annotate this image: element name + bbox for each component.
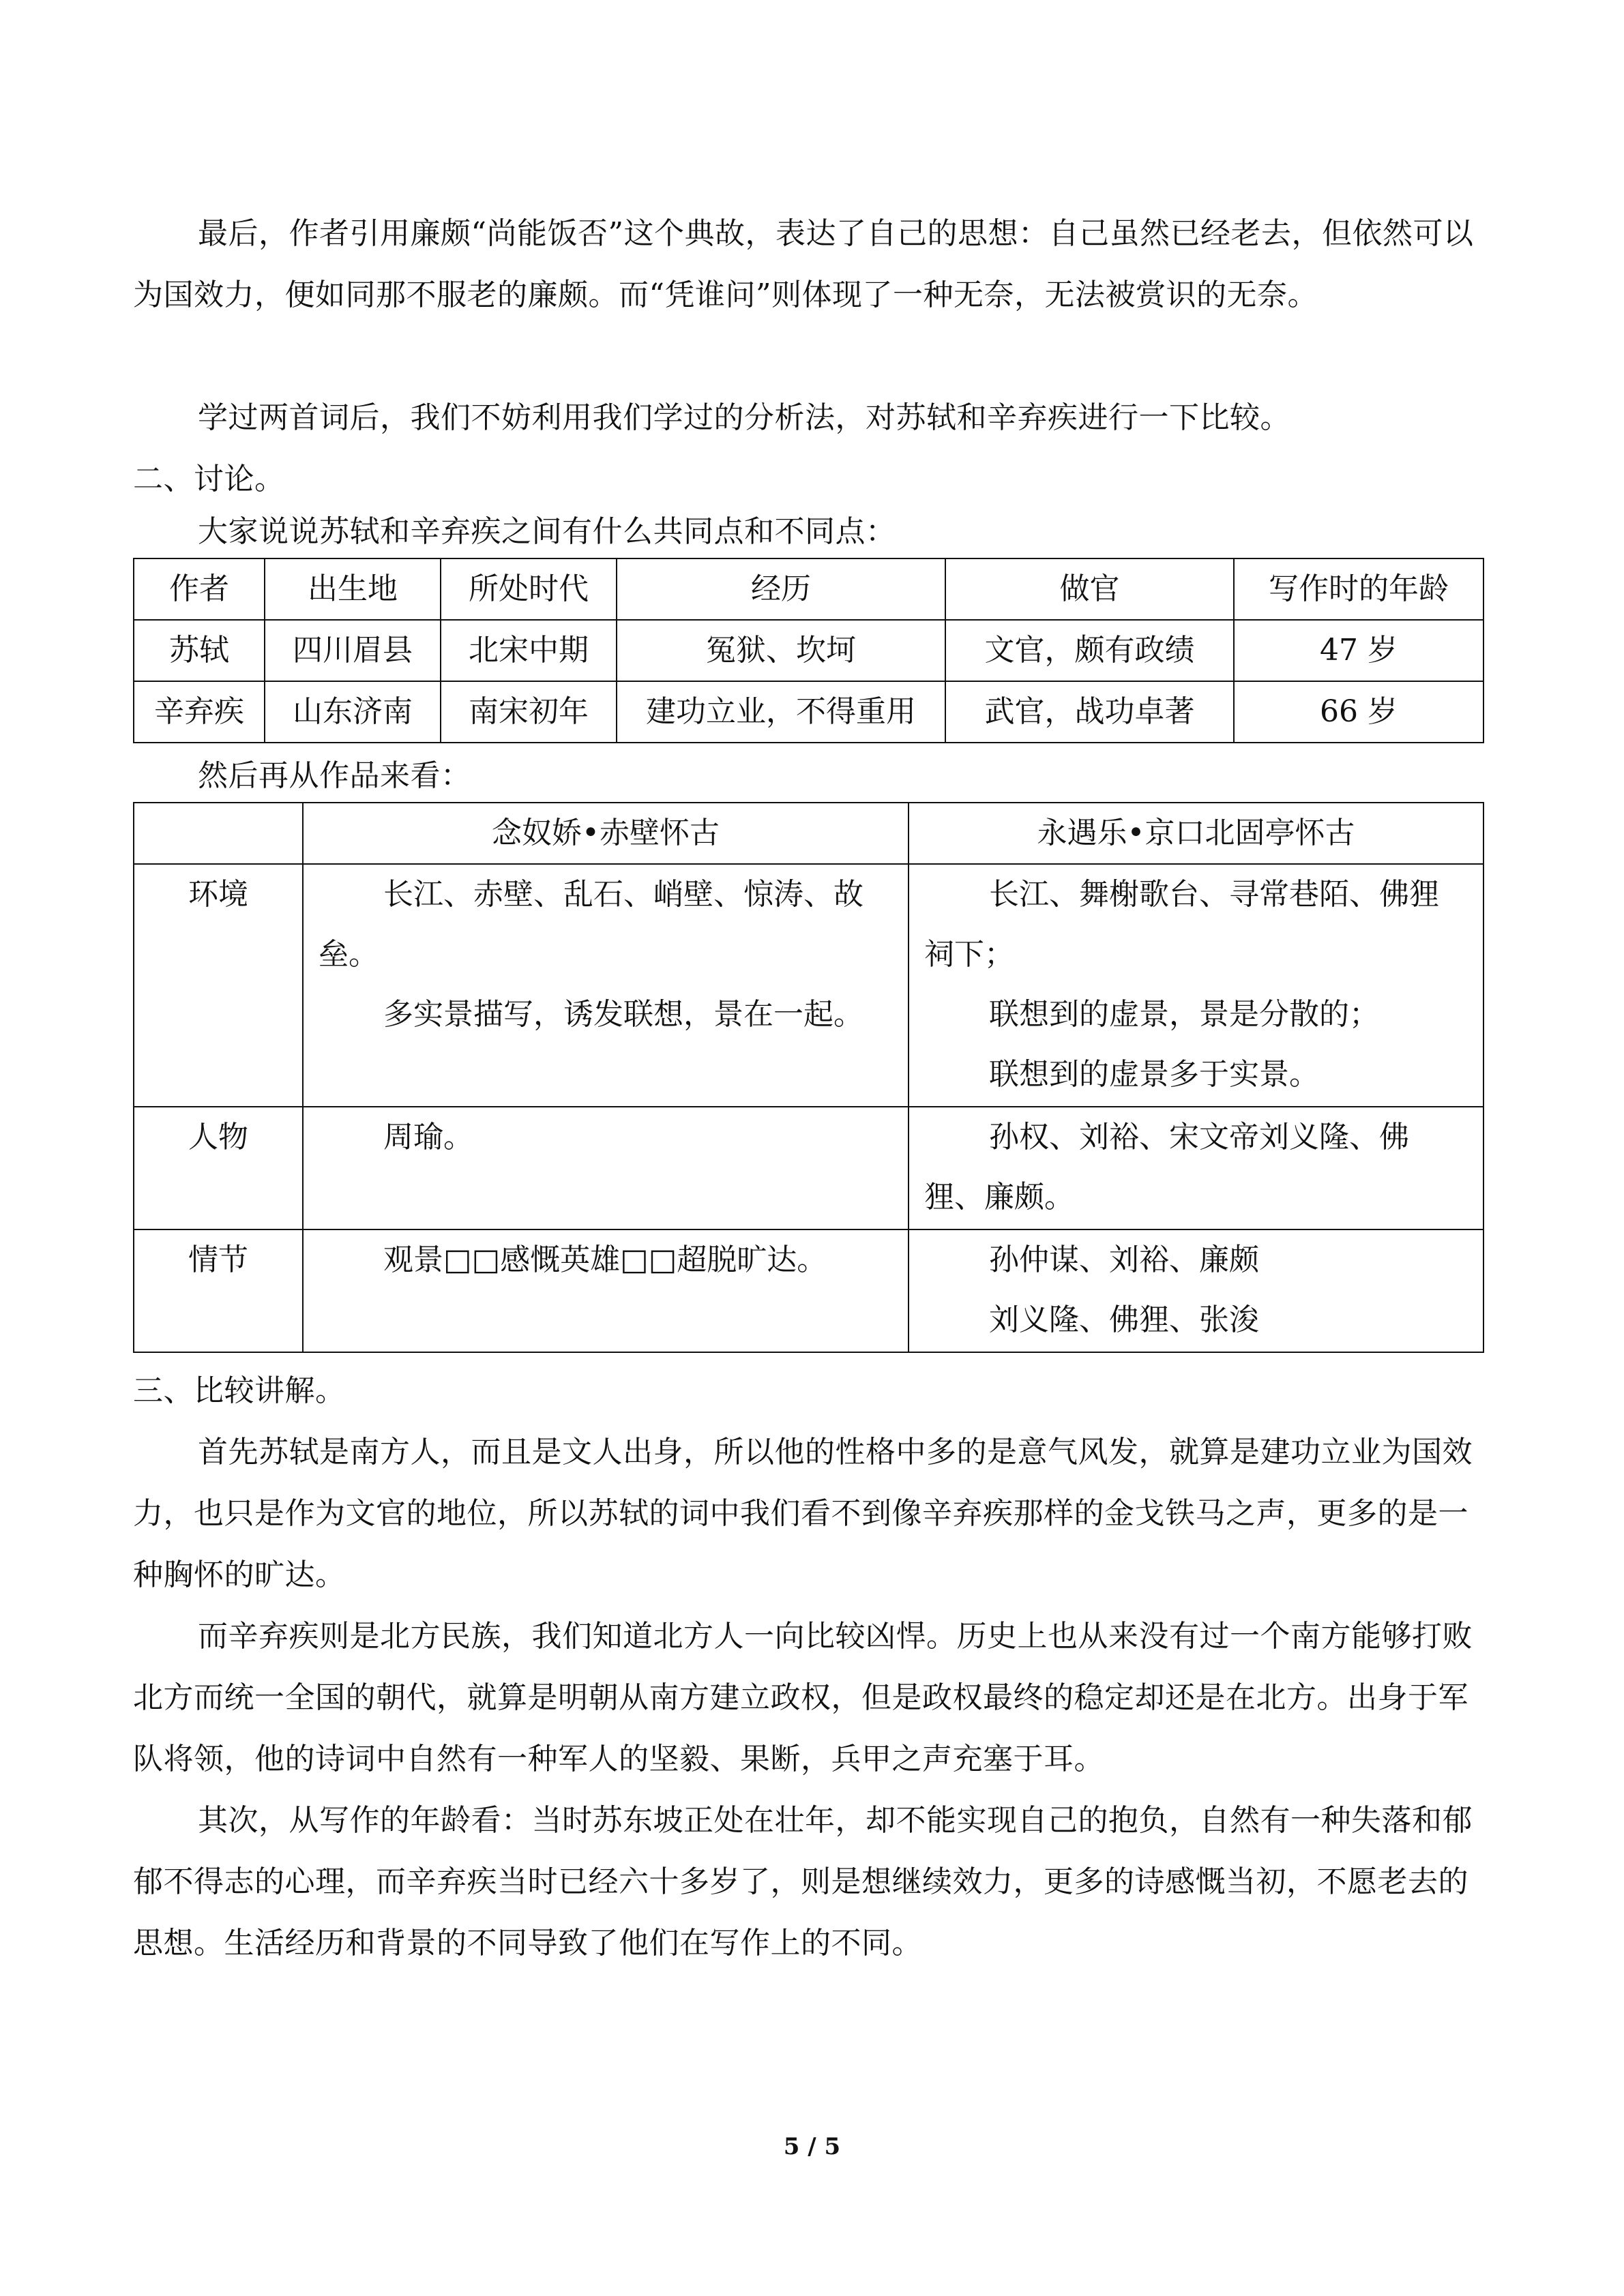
table-cell <box>303 1229 909 1352</box>
table-cell <box>303 1107 909 1229</box>
section-heading-discussion: 二、讨论。 <box>133 462 285 496</box>
table-cell <box>909 1229 1483 1352</box>
table-cell: 47 岁 <box>1234 620 1483 681</box>
paragraph-xin-qiji: 而辛弃疾则是北方民族，我们知道北方人一向比较凶悍。历史上也从来没有过一个南方能够打败北方而统一全国的朝代，就算是明朝从南方建立政权，但是政权最终的稳定却还是在北方。出身于军队将领，他的诗词中自然有一种军人的坚毅、果断，兵甲之声充塞于耳。 <box>133 1619 1473 1776</box>
header-cell <box>134 803 303 864</box>
table-row <box>134 681 1483 743</box>
row-label: 情节 <box>134 1229 303 1352</box>
table-row <box>134 1107 1483 1229</box>
table-cell: 北宋中期 <box>441 620 617 681</box>
section-heading-comparison: 三、比较讲解。 <box>133 1373 346 1408</box>
table-cell: 辛弃疾 <box>134 681 265 743</box>
works-comparison-table <box>133 802 1484 1353</box>
cell-line: 长江、舞榭歌台、寻常巷陌、佛狸祠下； <box>924 877 1439 972</box>
paragraph-compare-intro: 学过两首词后，我们不妨利用我们学过的分析法，对苏轼和辛弃疾进行一下比较。 <box>198 400 1290 435</box>
table-cell <box>909 864 1483 1107</box>
paragraph-su-shi: 首先苏轼是南方人，而且是文人出身，所以他的性格中多的是意气风发，就算是建功立业为国效力，也只是作为文官的地位，所以苏轼的词中我们看不到像辛弃疾那样的金戈铁马之声，更多的是一种胸怀的旷达。 <box>133 1435 1473 1592</box>
row-label: 环境 <box>134 864 303 1107</box>
table-cell: 四川眉县 <box>265 620 441 681</box>
paragraph-works-intro: 然后再从作品来看： <box>198 758 471 793</box>
cell-line: 孙仲谋、刘裕、廉颇 <box>989 1242 1259 1277</box>
cell-line: 观景□□感慨英雄□□超脱旷达。 <box>383 1242 827 1277</box>
header-cell: 经历 <box>617 558 945 620</box>
paragraph-lianpo: 最后，作者引用廉颇“尚能饭否”这个典故，表达了自己的思想：自己虽然已经老去，但依然可以为国效力，便如同那不服老的廉颇。而“凭谁问”则体现了一种无奈，无法被赏识的无奈。 <box>133 216 1474 312</box>
table-cell <box>909 1107 1483 1229</box>
table-header-row <box>134 558 1483 620</box>
table-cell: 南宋初年 <box>441 681 617 743</box>
table-row <box>134 1229 1483 1352</box>
header-cell: 永遇乐•京口北固亭怀古 <box>909 803 1483 864</box>
cell-line: 孙权、刘裕、宋文帝刘义隆、佛狸、廉颇。 <box>924 1120 1409 1214</box>
table-header-row <box>134 803 1483 864</box>
cell-line: 长江、赤壁、乱石、峭壁、惊涛、故垒。 <box>319 877 863 972</box>
row-label: 人物 <box>134 1107 303 1229</box>
header-cell: 念奴娇•赤壁怀古 <box>303 803 909 864</box>
table-cell: 冤狱、坎坷 <box>617 620 945 681</box>
page-number: 5 / 5 <box>783 2133 841 2160</box>
header-cell: 做官 <box>945 558 1234 620</box>
header-cell: 作者 <box>134 558 265 620</box>
table-row <box>134 864 1483 1107</box>
table-cell: 山东济南 <box>265 681 441 743</box>
paragraph-age-comparison: 其次，从写作的年龄看：当时苏东坡正处在壮年，却不能实现自己的抱负，自然有一种失落和郁郁不得志的心理，而辛弃疾当时已经六十多岁了，则是想继续效力，更多的诗感慨当初，不愿老去的思想。生活经历和背景的不同导致了他们在写作上的不同。 <box>133 1803 1473 1960</box>
table-cell: 苏轼 <box>134 620 265 681</box>
table-cell: 文官，颇有政绩 <box>945 620 1234 681</box>
cell-line: 刘义隆、佛狸、张浚 <box>989 1302 1259 1337</box>
author-comparison-table <box>133 558 1484 743</box>
header-cell: 写作时的年龄 <box>1234 558 1483 620</box>
table-row <box>134 620 1483 681</box>
header-cell: 所处时代 <box>441 558 617 620</box>
cell-line: 联想到的虚景多于实景。 <box>989 1057 1319 1092</box>
table-cell: 武官，战功卓著 <box>945 681 1234 743</box>
table-cell: 66 岁 <box>1234 681 1483 743</box>
paragraph-discussion-prompt: 大家说说苏轼和辛弃疾之间有什么共同点和不同点： <box>198 514 896 549</box>
cell-line: 多实景描写，诱发联想，景在一起。 <box>383 997 863 1032</box>
header-cell: 出生地 <box>265 558 441 620</box>
cell-line: 周瑜。 <box>383 1120 473 1154</box>
table-cell <box>303 864 909 1107</box>
table-cell: 建功立业，不得重用 <box>617 681 945 743</box>
cell-line: 联想到的虚景，景是分散的； <box>989 997 1379 1032</box>
